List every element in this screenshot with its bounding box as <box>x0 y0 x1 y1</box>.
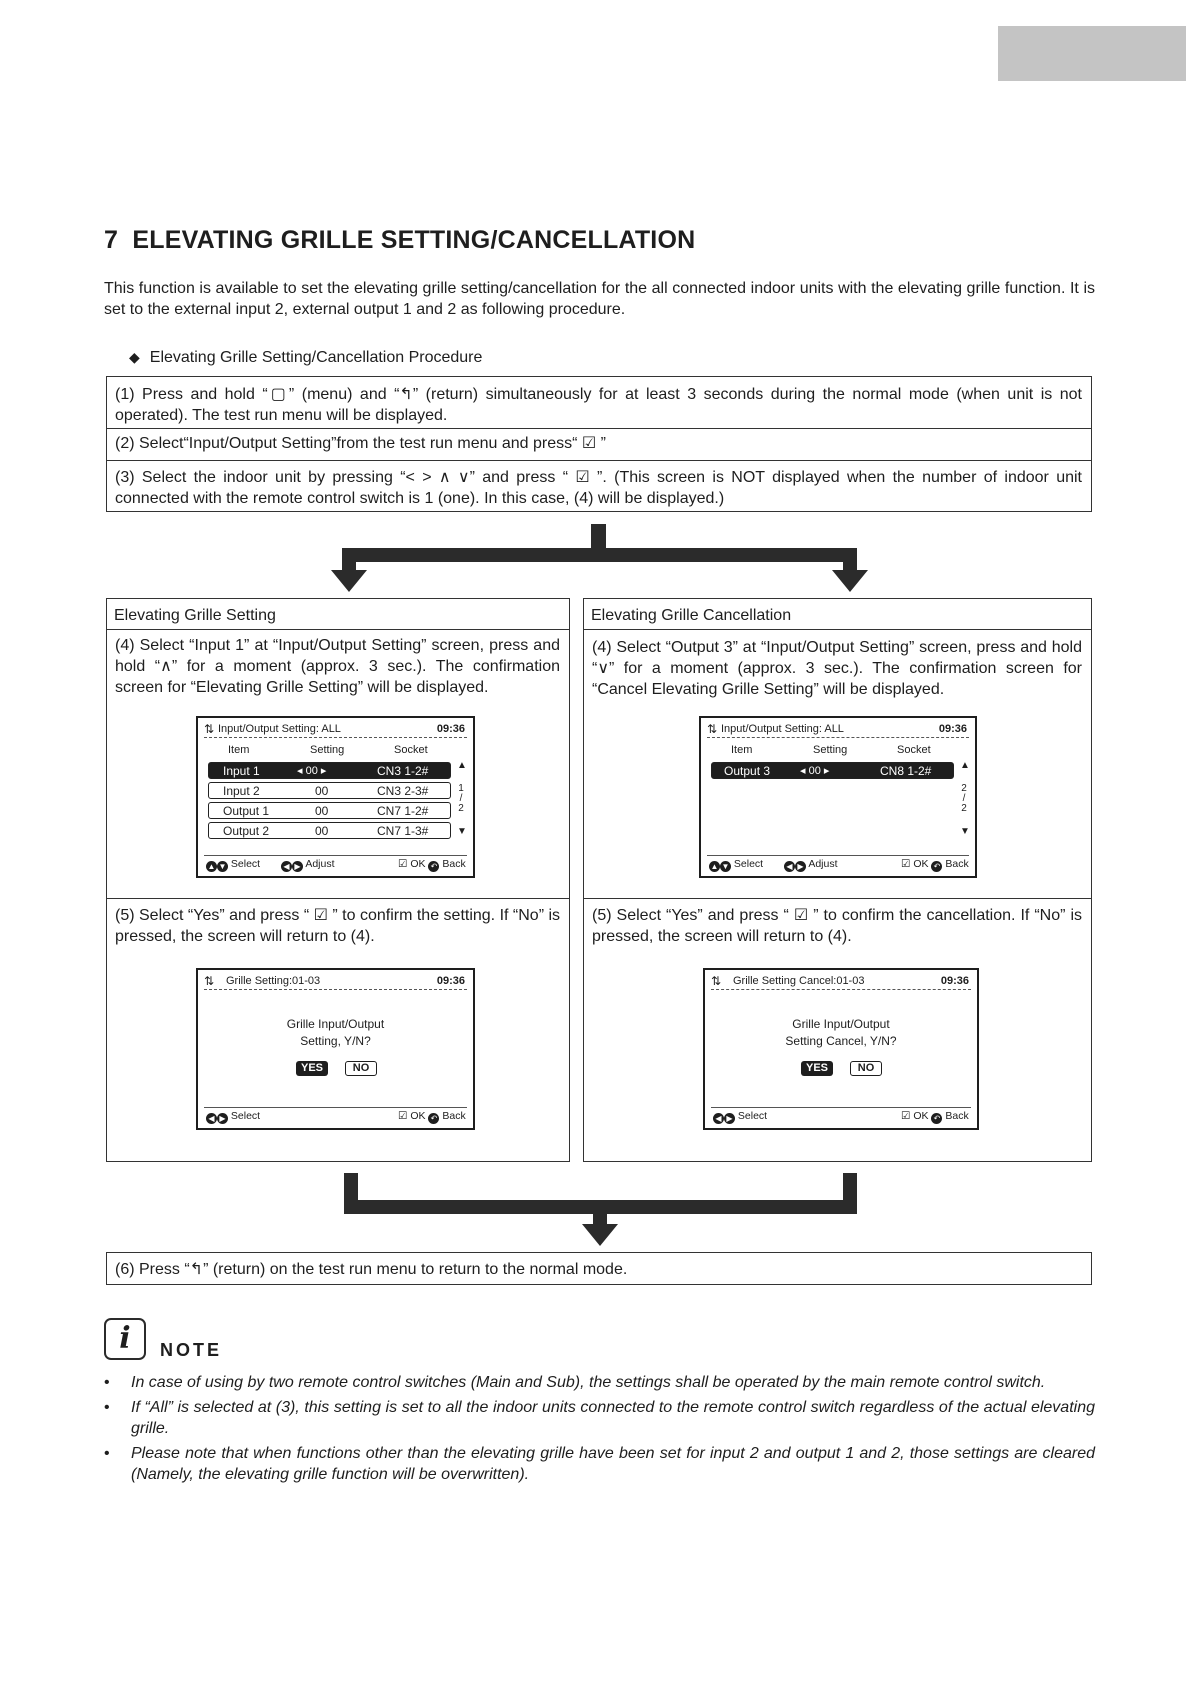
down-button-icon: ▼ <box>218 862 227 871</box>
cancellation-heading: Elevating Grille Cancellation <box>591 607 792 624</box>
step-3-text: (3) Select the indoor unit by pressing “< > ∧ ∨” and press “ ☑ ”. (This screen is NOT displayed when the number of indoor unit connected with the remote control switch is 1 (one). In this case, (4) will be displayed.) <box>115 469 1082 507</box>
lcd-header: ⇅ Input/Output Setting: ALL 09:36 <box>204 722 465 736</box>
divider <box>584 629 1091 630</box>
diamond-bullet-icon: ◆ <box>129 349 140 365</box>
divider <box>584 898 1091 899</box>
lcd-header: ⇅ Grille Setting:01-03 09:36 <box>204 974 465 988</box>
flow-arrow-stem <box>593 1200 607 1226</box>
up-button-icon: ▲ <box>207 862 216 871</box>
back-button-icon: ↶ <box>428 861 439 872</box>
divider <box>107 428 1091 429</box>
step-2-text: (2) Select“Input/Output Setting”from the test run menu and press“ ☑ ” <box>115 435 607 452</box>
flow-arrow-right-leg <box>843 548 857 570</box>
lcd-grille-cancel-confirm <box>703 968 979 1130</box>
lcd-input-output-setting: ⇅ Input/Output Setting: ALL 09:36 Item Setting Socket Output 3 ◂ 00 ▸ CN8 1-2# ▲ 2 / 2 ▼ ▲ ▼ Select ◀ ▶ Adjust ☑ OK ↶ Back <box>699 716 977 878</box>
list-item: • Please note that when functions other than the elevating grille have been set for input 2 and output 1 and 2, those settings are cleared (Namely, the elevating grille function will be overwritten). <box>104 1443 1095 1485</box>
up-button-icon: ▲ <box>710 862 719 871</box>
left-button-icon: ◀ <box>281 861 292 872</box>
cancellation-step-4: (4) Select “Output 3” at “Input/Output Setting” screen, press and hold “∨” for a moment (approx. 3 sec.). The confirmation screen for “Cancel Elevating Grille Setting” will be displayed. <box>592 639 1082 698</box>
page-tab-marker <box>998 26 1186 81</box>
step-6-text: (6) Press “↰” (return) on the test run menu to return to the normal mode. <box>115 1261 628 1278</box>
down-arrow-icon <box>582 1224 618 1246</box>
ok-check-icon: ☑ <box>398 1110 408 1122</box>
divider <box>107 460 1091 461</box>
flow-arrow-left-leg <box>342 548 356 570</box>
lcd-footer: ▲ ▼ Select ◀ ▶ Adjust ☑ OK ↶ Back <box>707 855 969 872</box>
no-button[interactable]: NO <box>850 1061 882 1076</box>
intro-paragraph: This function is available to set the elevating grille setting/cancellation for the all connected indoor units with the elevating grille function. It is set to the external input 2, external output 1 and 2 as following procedure. <box>104 280 1095 318</box>
lcd-row[interactable]: Input 1 ◂ 00 ▸ CN3 1-2# <box>208 762 451 779</box>
yes-button[interactable]: YES <box>801 1061 833 1076</box>
page-indicator: 2 / 2 <box>961 783 967 814</box>
no-button[interactable]: NO <box>345 1061 377 1076</box>
ok-check-icon: ☑ <box>398 858 408 870</box>
lcd-footer: ◀ ▶ Select ☑ OK ↶ Back <box>204 1107 467 1124</box>
right-button-icon: ▶ <box>724 1113 735 1124</box>
lcd-row[interactable]: Output 3 ◂ 00 ▸ CN8 1-2# <box>711 762 954 779</box>
step-1-text: (1) Press and hold “▢” (menu) and “↰” (return) simultaneously for at least 3 seconds during the normal mode (when unit is not operated). The test run menu will be displayed. <box>115 386 1082 424</box>
left-button-icon: ◀ <box>784 861 795 872</box>
divider <box>107 898 569 899</box>
lcd-row[interactable]: Output 2 00 CN7 1-3# <box>208 822 451 839</box>
grille-icon: ⇅ <box>204 974 215 988</box>
yes-button[interactable]: YES <box>296 1061 328 1076</box>
lcd-header: ⇅ Input/Output Setting: ALL 09:36 <box>707 722 967 736</box>
setting-step-5: (5) Select “Yes” and press “ ☑ ” to confirm the setting. If “No” is pressed, the screen will return to (4). <box>115 907 561 945</box>
divider <box>107 629 569 630</box>
lcd-footer: ▲ ▼ Select ◀ ▶ Adjust ☑ OK ↶ Back <box>204 855 467 872</box>
lcd-header: ⇅ Grille Setting Cancel:01-03 09:36 <box>711 974 969 988</box>
ok-check-icon: ☑ <box>901 858 911 870</box>
list-item: • If “All” is selected at (3), this setting is set to all the indoor units connected to the remote control switch regardless of the actual elevating grille. <box>104 1397 1095 1439</box>
list-item: • In case of using by two remote control switches (Main and Sub), the settings shall be operated by the main remote control switch. <box>104 1372 1095 1393</box>
steps-1-3-box <box>106 376 1092 512</box>
right-button-icon: ▶ <box>795 861 806 872</box>
scroll-up-icon: ▲ <box>960 760 970 771</box>
info-icon: i <box>104 1318 146 1360</box>
left-button-icon: ◀ <box>206 1113 217 1124</box>
updown-arrows-icon: ⇅ <box>707 722 718 736</box>
scroll-up-icon: ▲ <box>457 760 467 771</box>
ok-check-icon: ☑ <box>901 1110 911 1122</box>
lcd-message: Grille Input/Output Setting Cancel, Y/N? <box>785 1017 897 1048</box>
page-indicator: 1 / 2 <box>458 783 464 814</box>
lcd-footer: ◀ ▶ Select ☑ OK ↶ Back <box>711 1107 971 1124</box>
lcd-row[interactable]: Input 2 00 CN3 2-3# <box>208 782 451 799</box>
procedure-heading: ◆ Elevating Grille Setting/Cancellation Procedure <box>129 349 483 366</box>
lcd-message: Grille Input/Output Setting, Y/N? <box>286 1017 385 1048</box>
grille-icon: ⇅ <box>711 974 722 988</box>
updown-arrows-icon: ⇅ <box>204 722 215 736</box>
section-title: 7 ELEVATING GRILLE SETTING/CANCELLATION <box>104 226 696 254</box>
back-button-icon: ↶ <box>931 861 942 872</box>
lcd-grille-setting-confirm <box>196 968 475 1130</box>
note-title: NOTE <box>160 1340 223 1360</box>
back-button-icon: ↶ <box>931 1113 942 1124</box>
setting-step-4: (4) Select “Input 1” at “Input/Output Setting” screen, press and hold “∧” for a moment (approx. 3 sec.). The confirmation screen for “Elevating Grille Setting” will be displayed. <box>115 637 560 696</box>
lcd-row[interactable]: Output 1 00 CN7 1-2# <box>208 802 451 819</box>
cancellation-step-5: (5) Select “Yes” and press “ ☑ ” to confirm the cancellation. If “No” is pressed, the screen will return to (4). <box>592 907 1082 945</box>
flow-arrow-branch <box>342 548 857 562</box>
note-list <box>104 1372 1095 1489</box>
down-arrow-icon <box>832 570 868 592</box>
setting-heading: Elevating Grille Setting <box>114 607 276 624</box>
back-button-icon: ↶ <box>428 1113 439 1124</box>
scroll-down-icon: ▼ <box>457 826 467 837</box>
down-arrow-icon <box>331 570 367 592</box>
left-button-icon: ◀ <box>713 1113 724 1124</box>
right-button-icon: ▶ <box>217 1113 228 1124</box>
step-6-box <box>106 1252 1092 1285</box>
lcd-input-output-setting: ⇅ Input/Output Setting: ALL 09:36 Item Setting Socket Input 1 ◂ 00 ▸ CN3 1-2# Input 2 00 CN3 2-3# Output 1 00 CN7 1-2# Output 2 00 CN7 1-3# ▲ 1 / 2 ▼ ▲ ▼ Select ◀ ▶ Adjust ☑ OK ↶ Back <box>196 716 475 878</box>
scroll-down-icon: ▼ <box>960 826 970 837</box>
down-button-icon: ▼ <box>721 862 730 871</box>
right-button-icon: ▶ <box>292 861 303 872</box>
